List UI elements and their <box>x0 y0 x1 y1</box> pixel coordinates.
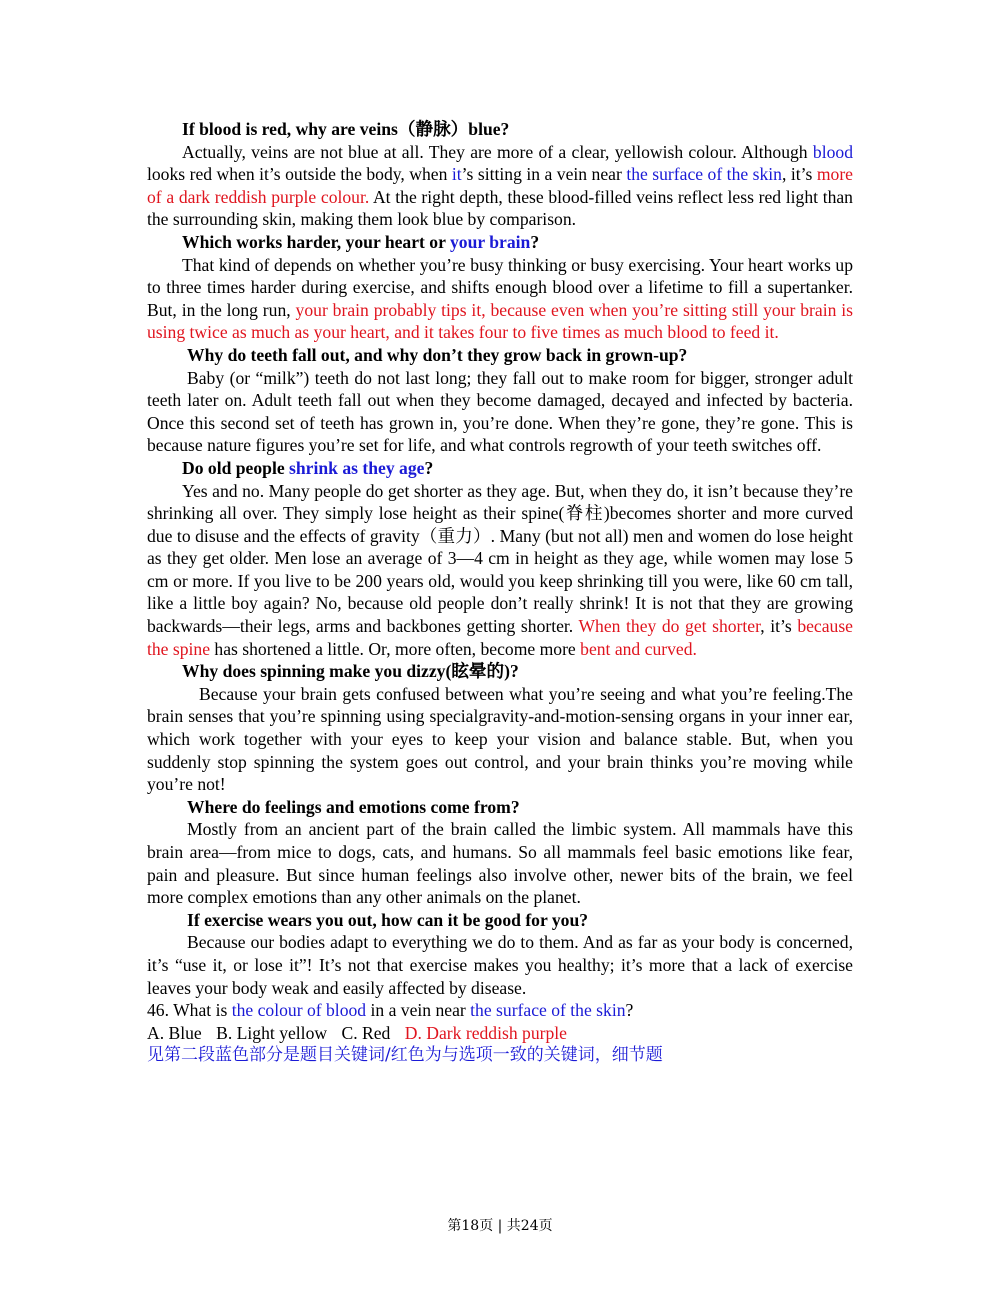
quiz-options <box>147 1022 853 1045</box>
question-heading-shrink: Do old people shrink as they age? <box>182 457 434 478</box>
document-page <box>147 118 853 1067</box>
quiz-question-46: 46. What is the colour of blood in a vein near the surface of the skin? <box>147 1000 634 1021</box>
paragraph-veins: Actually, veins are not blue at all. They are more of a clear, yellowish colour. Although blood looks red when it’s outside the body, when it’s sitting in a vein near the surface of the skin, it’s more of a dark reddish purple colour. At the right depth, these blood-filled veins reflect less red light than the surrounding skin, making them look blue by comparison. <box>147 141 853 230</box>
option-a: A. Blue <box>147 1022 202 1043</box>
paragraph-shrink: Yes and no. Many people do get shorter as they age. But, when they do, it isn’t because they’re shrinking all over. They simply lose height as their spine(脊柱)becomes shorter and more curved due to disuse and the effects of gravity（重力）. Many (but not all) men and women do lose height as they get older. Men lose an average of 3—4 cm in height as they age, while women may lose 5 cm or more. If you live to be 200 years old, would you keep shrinking till you were, like 60 cm tall, like a little boy again? No, because old people don’t really shrink! It is not that they are growing backwards—their legs, arms and backbones getting shorter. When they do get shorter, it’s because the spine has shortened a little. Or, more often, become more bent and curved. <box>147 480 853 659</box>
question-heading-heart-brain: Which works harder, your heart or your brain? <box>182 231 540 252</box>
keyword-surface-of-skin: the surface of the skin <box>626 164 782 185</box>
explanation-note: 见第二段蓝色部分是题目关键词/红色为与选项一致的关键词，细节题 <box>147 1045 663 1066</box>
paragraph-dizzy: Because your brain gets confused between what you’re seeing and what you’re feeling.The brain senses that you’re spinning using specialgravity-and-motion-sensing organs in your inner ear, which work together with your eyes to keep your vision and balance stable. But, when you suddenly stop spinning the system goes out control, and your brain thinks you’re moving while you’re not! <box>147 683 853 795</box>
question-heading-teeth: Why do teeth fall out, and why don’t they grow back in grown-up? <box>187 344 688 365</box>
paragraph-teeth: Baby (or “milk”) teeth do not last long; they fall out to make room for bigger, stronger adult teeth later on. Adult teeth fall out when they become damaged, decayed and infected by bacteria. Once this second set of teeth has grown in, you’re done. When they’re gone, they’re gone. This is because nature figures you’re set for life, and what controls regrowth of your teeth switches off. <box>147 367 853 456</box>
answer-phrase-dark-reddish: more of a dark reddish purple colour. <box>147 164 853 207</box>
question-heading-feelings: Where do feelings and emotions come from? <box>187 796 520 817</box>
question-heading-exercise: If exercise wears you out, how can it be good for you? <box>187 909 589 930</box>
option-d-answer: D. Dark reddish purple <box>404 1022 567 1043</box>
paragraph-exercise: Because our bodies adapt to everything we do to them. And as far as your body is concerned, it’s “use it, or lose it”! It’s not that exercise makes you healthy; it’s more that a lack of exercise leaves your body weak and easily affected by disease. <box>147 932 853 998</box>
option-c: C. Red <box>341 1022 391 1043</box>
answer-phrase-brain: your brain probably tips it, because even when you’re sitting still your brain is using twice as much as your heart, and it takes four to five times as much blood to feed it. <box>147 299 853 343</box>
page-footer: 第18页 | 共24页 <box>447 1218 553 1234</box>
question-heading-dizzy: Why does spinning make you dizzy(眩晕的)? <box>182 661 519 682</box>
keyword-it: it <box>451 164 462 185</box>
keyword-blood: blood <box>812 141 853 162</box>
paragraph-heart-brain: That kind of depends on whether you’re busy thinking or busy exercising. Your heart works up to three times harder during exercise, and shifts enough blood over a lifetime to fill a supertanker. But, in the long run, your brain probably tips it, because even when you’re sitting still your brain is using twice as much as your heart, and it takes four to five times as much blood to feed it. <box>147 254 853 343</box>
paragraph-feelings: Mostly from an ancient part of the brain called the limbic system. All mammals have this brain area—from mice to dogs, cats, and humans. So all mammals feel basic emotions like fear, pain and pleasure. But since human feelings also involve other, newer bits of the brain, we feel more complex emotions than any other animals on the planet. <box>147 819 853 908</box>
option-b: B. Light yellow <box>216 1022 328 1043</box>
question-heading-veins: If blood is red, why are veins（静脉）blue? <box>182 119 510 139</box>
